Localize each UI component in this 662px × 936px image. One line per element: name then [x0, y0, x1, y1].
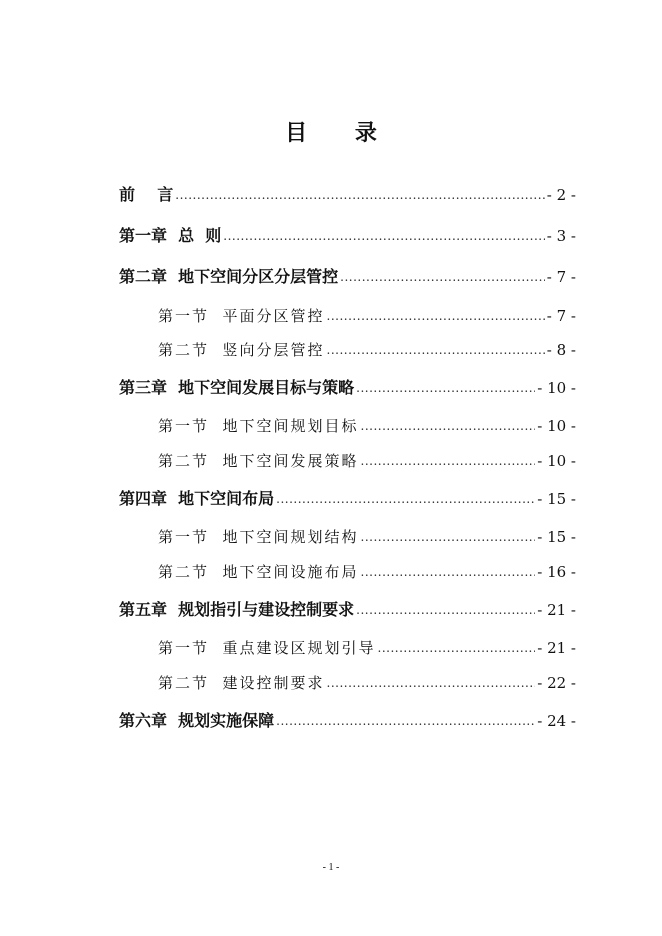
dot-leader — [361, 454, 536, 468]
toc-entry-section-4-1[interactable] — [158, 526, 576, 547]
dot-leader — [327, 343, 545, 357]
toc-entry-section-5-1[interactable] — [158, 637, 576, 658]
dot-leader — [356, 381, 535, 395]
toc-entry-label: 第二节 地下空间设施布局 — [158, 563, 359, 581]
toc-entry-label: 第二节 建设控制要求 — [158, 674, 325, 692]
dot-leader — [276, 714, 535, 728]
dot-leader — [356, 603, 535, 617]
toc-entry-page: - 7 - — [546, 268, 576, 286]
toc-entry-page: - 15 - — [537, 528, 576, 546]
toc-entry-preface[interactable] — [119, 182, 576, 205]
toc-entry-section-3-1[interactable] — [158, 415, 576, 436]
dot-leader — [340, 270, 545, 284]
toc-entry-section-5-2[interactable] — [158, 672, 576, 693]
page-footer-number: - 1 - — [322, 862, 340, 873]
toc-entry-label: 第三章 地下空间发展目标与策略 — [119, 378, 355, 397]
toc-entry-chapter-1[interactable] — [119, 223, 576, 246]
toc-entry-label: 第一章 总 则 — [119, 226, 222, 245]
toc-entry-label: 第一节 重点建设区规划引导 — [158, 639, 376, 657]
toc-entry-section-4-2[interactable] — [158, 561, 576, 582]
toc-entry-page: - 16 - — [537, 563, 576, 581]
toc-entry-label: 前 言 — [119, 185, 174, 204]
toc-entry-page: - 10 - — [537, 379, 576, 397]
toc-entry-label: 第四章 地下空间布局 — [119, 489, 275, 508]
toc-entry-page: - 3 - — [546, 227, 576, 245]
dot-leader — [361, 419, 536, 433]
toc-entry-chapter-5[interactable] — [119, 597, 576, 620]
toc-entry-page: - 21 - — [537, 601, 576, 619]
toc-entry-label: 第二节 竖向分层管控 — [158, 341, 325, 359]
toc-entry-label: 第二章 地下空间分区分层管控 — [119, 267, 339, 286]
dot-leader — [378, 641, 536, 655]
toc-entry-page: - 8 - — [546, 341, 576, 359]
toc-title: 目 录 — [285, 120, 397, 146]
dot-leader — [327, 676, 536, 690]
dot-leader — [175, 188, 544, 202]
toc-entry-section-2-2[interactable] — [158, 339, 576, 360]
dot-leader — [327, 309, 545, 323]
dot-leader — [361, 530, 536, 544]
toc-entry-page: - 10 - — [537, 452, 576, 470]
toc-entry-label: 第一节 地下空间规划结构 — [158, 528, 359, 546]
toc-entry-chapter-3[interactable] — [119, 375, 576, 398]
toc-entry-chapter-4[interactable] — [119, 486, 576, 509]
toc-entry-page: - 15 - — [537, 490, 576, 508]
toc-entry-page: - 7 - — [546, 307, 576, 325]
toc-entry-section-2-1[interactable] — [158, 305, 576, 326]
toc-entry-chapter-2[interactable] — [119, 264, 576, 287]
toc-entry-page: - 22 - — [537, 674, 576, 692]
toc-entry-section-3-2[interactable] — [158, 450, 576, 471]
toc-entry-label: 第一节 平面分区管控 — [158, 307, 325, 325]
toc-entry-page: - 24 - — [537, 712, 576, 730]
dot-leader — [361, 565, 536, 579]
toc-entry-chapter-6[interactable] — [119, 708, 576, 731]
toc-entry-label: 第六章 规划实施保障 — [119, 711, 275, 730]
dot-leader — [223, 229, 544, 243]
toc-entry-page: - 10 - — [537, 417, 576, 435]
toc-entry-page: - 21 - — [537, 639, 576, 657]
toc-entry-label: 第五章 规划指引与建设控制要求 — [119, 600, 355, 619]
toc-entry-label: 第二节 地下空间发展策略 — [158, 452, 359, 470]
toc-entry-label: 第一节 地下空间规划目标 — [158, 417, 359, 435]
dot-leader — [276, 492, 535, 506]
toc-entry-page: - 2 - — [546, 186, 576, 204]
